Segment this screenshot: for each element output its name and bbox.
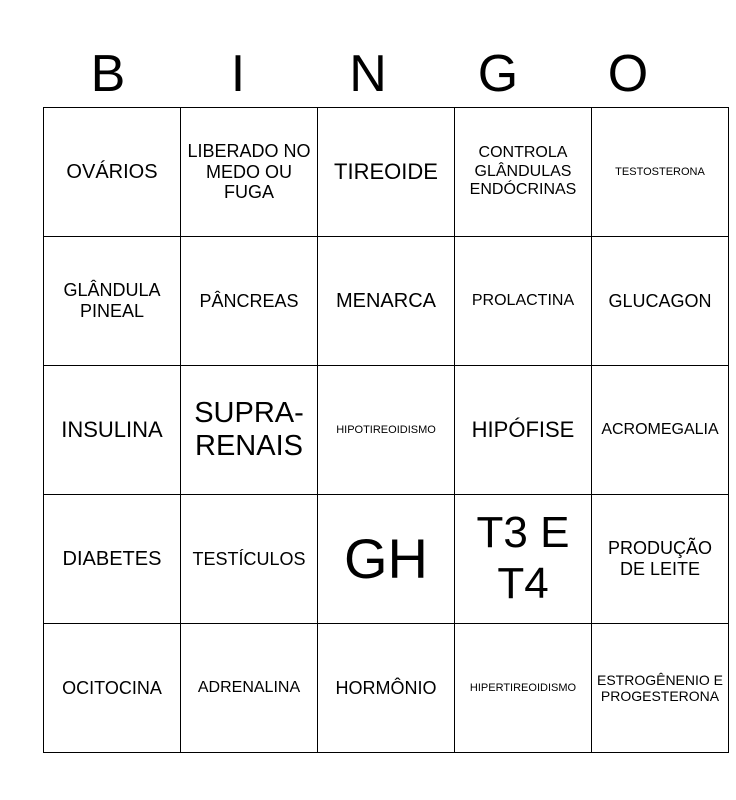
bingo-cell[interactable]: PROLACTINA xyxy=(455,237,592,366)
bingo-cell[interactable]: ACROMEGALIA xyxy=(592,366,729,495)
header-letter-b: B xyxy=(90,45,126,103)
bingo-cell[interactable]: DIABETES xyxy=(44,495,181,624)
bingo-cell[interactable]: T3 E T4 xyxy=(455,495,592,624)
bingo-cell[interactable]: INSULINA xyxy=(44,366,181,495)
bingo-cell[interactable]: HORMÔNIO xyxy=(318,624,455,753)
bingo-cell[interactable]: OCITOCINA xyxy=(44,624,181,753)
header-letter-o: O xyxy=(607,45,649,103)
board-row xyxy=(44,495,729,624)
bingo-header xyxy=(43,40,693,108)
bingo-cell[interactable]: TESTOSTERONA xyxy=(592,108,729,237)
bingo-cell[interactable]: MENARCA xyxy=(318,237,455,366)
bingo-cell[interactable]: LIBERADO NO MEDO OU FUGA xyxy=(181,108,318,237)
bingo-cell[interactable]: HIPOTIREOIDISMO xyxy=(318,366,455,495)
board-row xyxy=(44,237,729,366)
bingo-cell[interactable]: SUPRA-RENAIS xyxy=(181,366,318,495)
bingo-cell[interactable]: ADRENALINA xyxy=(181,624,318,753)
header-letter-g: G xyxy=(477,45,519,103)
bingo-board xyxy=(43,107,729,753)
board-row xyxy=(44,624,729,753)
header-letter-n: N xyxy=(349,45,387,103)
bingo-cell[interactable]: HIPERTIREOIDISMO xyxy=(455,624,592,753)
header-letter-i: I xyxy=(230,45,246,103)
bingo-cell[interactable]: OVÁRIOS xyxy=(44,108,181,237)
bingo-cell[interactable]: GLÂNDULA PINEAL xyxy=(44,237,181,366)
board-row xyxy=(44,366,729,495)
bingo-cell[interactable]: GLUCAGON xyxy=(592,237,729,366)
bingo-cell[interactable]: HIPÓFISE xyxy=(455,366,592,495)
bingo-cell[interactable]: TESTÍCULOS xyxy=(181,495,318,624)
bingo-cell[interactable]: GH xyxy=(318,495,455,624)
bingo-cell[interactable]: CONTROLA GLÂNDULAS ENDÓCRINAS xyxy=(455,108,592,237)
bingo-cell[interactable]: ESTROGÊNENIO E PROGESTERONA xyxy=(592,624,729,753)
bingo-cell[interactable]: PÂNCREAS xyxy=(181,237,318,366)
board-row xyxy=(44,108,729,237)
bingo-cell[interactable]: TIREOIDE xyxy=(318,108,455,237)
bingo-cell[interactable]: PRODUÇÃO DE LEITE xyxy=(592,495,729,624)
